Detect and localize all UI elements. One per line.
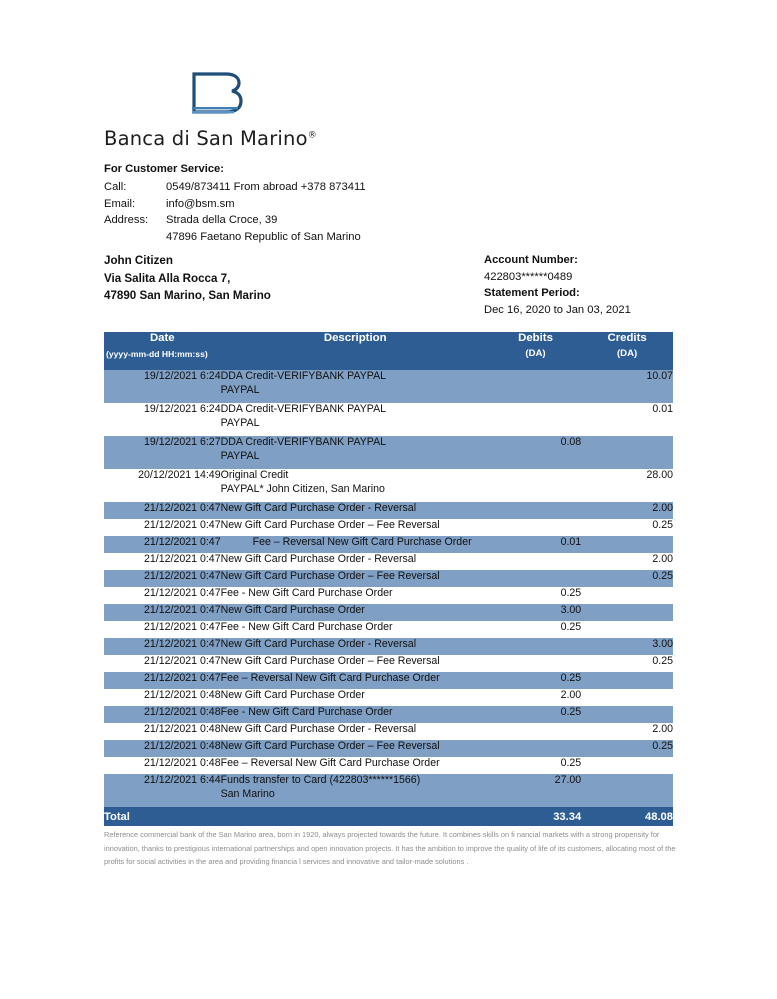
cell-description — [221, 570, 490, 587]
cell-credit — [581, 436, 673, 469]
cell-credit: 28.00 — [581, 469, 673, 502]
table-row — [104, 740, 673, 757]
cs-value-email[interactable]: info@bsm.sm — [166, 197, 235, 210]
cell-description — [221, 502, 490, 519]
footer-disclaimer: Reference commercial bank of the San Marino area, born in 1920, always projected towards the future. It combines skills on fi nancial markets with a strong propensity for innovation, thanks to prestigious international partnerships and open innovation projects. It has the ambition to improve the quality of life of its customers, allocating most of the profits for social activities in the area and providing financia l services and innovative and tailor-made solutions . — [104, 830, 676, 866]
statement-period-label: Statement Period: — [484, 287, 580, 299]
description-line-1: Fee - New Gift Card Purchase Order — [220, 587, 393, 599]
cell-debit: 0.25 — [490, 587, 581, 604]
table-row — [104, 723, 673, 740]
cell-debit — [490, 638, 581, 655]
customer-service-block — [104, 163, 366, 247]
column-header-debits — [490, 332, 581, 370]
account-number-value: 422803******0489 — [484, 270, 573, 283]
cell-date: 19/12/2021 6:24 — [104, 370, 221, 403]
column-header-date-label: Date — [149, 332, 175, 344]
cell-debit: 3.00 — [490, 604, 581, 621]
cell-date: 21/12/2021 0:47 — [104, 672, 221, 689]
description-line-1: Fee – Reversal New Gift Card Purchase Order — [220, 672, 440, 684]
description-line-1: New Gift Card Purchase Order - Reversal — [220, 723, 417, 735]
cell-date: 21/12/2021 0:48 — [104, 723, 221, 740]
table-row — [104, 502, 673, 519]
table-row — [104, 536, 673, 553]
table-row — [104, 519, 673, 536]
cell-debit — [490, 370, 581, 403]
description-line-1: New Gift Card Purchase Order - Reversal — [220, 553, 417, 565]
description-line-1: Funds transfer to Card (422803******1566) — [220, 774, 421, 786]
cell-description — [221, 672, 490, 689]
cell-credit — [581, 706, 673, 723]
cell-credit: 10.07 — [581, 370, 673, 403]
cell-description — [221, 774, 490, 807]
customer-service-title: For Customer Service: — [104, 163, 224, 175]
cell-description — [221, 757, 490, 774]
description-line-1: Fee - New Gift Card Purchase Order — [220, 706, 393, 718]
cs-label-address: Address: — [104, 214, 149, 226]
description-line-1: Fee – Reversal New Gift Card Purchase Order — [220, 757, 440, 769]
cell-date: 21/12/2021 0:47 — [104, 638, 221, 655]
total-label: Total — [104, 807, 221, 826]
cell-description — [221, 587, 490, 604]
description-line-1: DDA Credit-VERIFYBANK PAYPAL — [220, 370, 387, 382]
table-row — [104, 672, 673, 689]
description-line-1: New Gift Card Purchase Order – Fee Reversal — [220, 740, 440, 752]
description-line-1: New Gift Card Purchase Order – Fee Reversal — [220, 519, 440, 531]
customer-service-row-address2 — [104, 231, 366, 243]
description-line-2: San Marino — [220, 788, 275, 800]
cell-debit — [490, 740, 581, 757]
account-number-label: Account Number: — [484, 254, 578, 266]
cell-description — [221, 723, 490, 740]
description-line-2: PAYPAL — [220, 384, 260, 396]
column-header-description-label: Description — [323, 332, 387, 344]
description-line-2: PAYPAL — [220, 450, 260, 462]
description-line-1: New Gift Card Purchase Order – Fee Reversal — [220, 655, 440, 667]
description-line-1: DDA Credit-VERIFYBANK PAYPAL — [220, 403, 387, 415]
description-line-1: New Gift Card Purchase Order — [220, 604, 365, 616]
cell-description — [221, 370, 490, 403]
table-row — [104, 370, 673, 403]
table-row — [104, 553, 673, 570]
cell-date: 21/12/2021 6:44 — [104, 774, 221, 807]
description-line-1: Fee – Reversal New Gift Card Purchase Order — [252, 536, 472, 548]
column-header-debits-currency: (DA) — [525, 348, 546, 359]
column-header-credits-label: Credits — [607, 332, 647, 344]
cs-value-address-line2: 47896 Faetano Republic of San Marino — [166, 230, 361, 243]
cell-debit — [490, 519, 581, 536]
table-row — [104, 436, 673, 469]
cell-date: 19/12/2021 6:27 — [104, 436, 221, 469]
customer-service-row-address — [104, 214, 366, 226]
column-header-date — [104, 332, 221, 370]
table-row — [104, 403, 673, 436]
addressee-city: 47890 San Marino, San Marino — [104, 289, 271, 302]
trademark-symbol: ® — [307, 130, 317, 141]
cs-value-call: 0549/873411 From abroad +378 873411 — [166, 181, 366, 193]
table-row — [104, 621, 673, 638]
total-debits: 33.34 — [490, 807, 581, 826]
total-row — [104, 807, 673, 826]
table-row — [104, 706, 673, 723]
total-spacer — [221, 807, 490, 826]
cell-debit: 0.25 — [490, 672, 581, 689]
cell-credit: 0.25 — [581, 519, 673, 536]
cell-credit: 0.25 — [581, 740, 673, 757]
transactions-table — [104, 332, 673, 826]
account-info-block — [484, 252, 631, 318]
cell-description — [221, 655, 490, 672]
description-line-2: PAYPAL — [220, 417, 260, 429]
cell-description — [221, 519, 490, 536]
column-header-credits-currency: (DA) — [616, 348, 638, 359]
cell-credit — [581, 757, 673, 774]
cell-debit — [490, 469, 581, 502]
cell-description — [221, 469, 490, 502]
column-header-credits — [581, 332, 673, 370]
customer-service-row-call — [104, 181, 366, 193]
cell-debit — [490, 570, 581, 587]
cell-date: 21/12/2021 0:47 — [104, 587, 221, 604]
transactions-body — [104, 370, 673, 807]
cell-debit: 0.25 — [490, 757, 581, 774]
cell-credit — [581, 587, 673, 604]
cell-description — [221, 604, 490, 621]
bank-logo-block — [104, 72, 424, 150]
cell-debit: 2.00 — [490, 689, 581, 706]
cs-label-call: Call: — [104, 181, 127, 193]
cell-description — [221, 553, 490, 570]
cell-debit — [490, 723, 581, 740]
cell-date: 21/12/2021 0:47 — [104, 536, 221, 553]
cell-description — [221, 436, 490, 469]
cell-credit — [581, 604, 673, 621]
cell-credit: 0.25 — [581, 570, 673, 587]
column-header-date-format: (yyyy-mm-dd HH:mm:ss) — [106, 349, 208, 359]
cell-description — [221, 536, 490, 553]
bank-wordmark — [104, 127, 424, 150]
cell-date: 20/12/2021 14:49 — [104, 469, 221, 502]
description-line-1: New Gift Card Purchase Order - Reversal — [220, 638, 417, 650]
cell-description — [221, 621, 490, 638]
cell-date: 21/12/2021 0:47 — [104, 570, 221, 587]
cell-debit — [490, 403, 581, 436]
addressee-block — [104, 252, 271, 305]
description-line-1: Original Credit — [220, 469, 289, 481]
table-row — [104, 570, 673, 587]
cell-credit — [581, 774, 673, 807]
description-line-1: Fee - New Gift Card Purchase Order — [220, 621, 393, 633]
statement-period-value: Dec 16, 2020 to Jan 03, 2021 — [484, 303, 631, 316]
bank-wordmark-text: Banca di San Marino — [104, 127, 308, 150]
table-row — [104, 757, 673, 774]
table-row — [104, 604, 673, 621]
cell-date: 21/12/2021 0:47 — [104, 553, 221, 570]
cell-description — [221, 706, 490, 723]
cell-credit: 0.01 — [581, 403, 673, 436]
cs-value-address-line1: Strada della Croce, 39 — [166, 214, 278, 226]
cell-credit: 2.00 — [581, 723, 673, 740]
cell-date: 21/12/2021 0:47 — [104, 604, 221, 621]
table-row — [104, 774, 673, 807]
cell-date: 21/12/2021 0:47 — [104, 621, 221, 638]
cell-description — [221, 689, 490, 706]
table-header-row — [104, 332, 673, 370]
cell-date: 21/12/2021 0:48 — [104, 689, 221, 706]
cell-credit — [581, 621, 673, 638]
cell-debit: 0.01 — [490, 536, 581, 553]
banca-b-logo-icon — [192, 72, 244, 118]
cell-date: 21/12/2021 0:48 — [104, 740, 221, 757]
cell-description — [221, 403, 490, 436]
total-credits: 48.08 — [581, 807, 673, 826]
cell-date: 21/12/2021 0:47 — [104, 519, 221, 536]
table-row — [104, 638, 673, 655]
addressee-name: John Citizen — [104, 254, 173, 267]
column-header-description — [221, 332, 490, 370]
cell-debit: 0.08 — [490, 436, 581, 469]
cell-credit — [581, 689, 673, 706]
cell-date: 19/12/2021 6:24 — [104, 403, 221, 436]
table-row — [104, 689, 673, 706]
cell-debit: 0.25 — [490, 621, 581, 638]
description-line-1: New Gift Card Purchase Order — [220, 689, 365, 701]
table-row — [104, 469, 673, 502]
cell-credit — [581, 536, 673, 553]
cell-credit: 2.00 — [581, 502, 673, 519]
cell-credit: 3.00 — [581, 638, 673, 655]
table-row — [104, 587, 673, 604]
description-line-2: PAYPAL* John Citizen, San Marino — [220, 483, 385, 495]
cell-debit: 0.25 — [490, 706, 581, 723]
cell-debit — [490, 655, 581, 672]
cell-credit: 2.00 — [581, 553, 673, 570]
cell-description — [221, 740, 490, 757]
table-row — [104, 655, 673, 672]
cell-credit: 0.25 — [581, 655, 673, 672]
cell-debit — [490, 502, 581, 519]
cell-debit — [490, 553, 581, 570]
cell-description — [221, 638, 490, 655]
cell-date: 21/12/2021 0:48 — [104, 757, 221, 774]
cell-date: 21/12/2021 0:48 — [104, 706, 221, 723]
description-line-1: New Gift Card Purchase Order – Fee Reversal — [220, 570, 440, 582]
cell-credit — [581, 672, 673, 689]
customer-service-row-email — [104, 198, 366, 210]
addressee-street: Via Salita Alla Rocca 7, — [104, 271, 231, 285]
cs-label-blank — [104, 231, 166, 243]
cell-date: 21/12/2021 0:47 — [104, 655, 221, 672]
cell-date: 21/12/2021 0:47 — [104, 502, 221, 519]
description-line-1: DDA Credit-VERIFYBANK PAYPAL — [220, 436, 387, 448]
column-header-debits-label: Debits — [518, 332, 553, 344]
cs-label-email: Email: — [104, 197, 136, 210]
description-line-1: New Gift Card Purchase Order - Reversal — [220, 502, 417, 514]
cell-debit: 27.00 — [490, 774, 581, 807]
